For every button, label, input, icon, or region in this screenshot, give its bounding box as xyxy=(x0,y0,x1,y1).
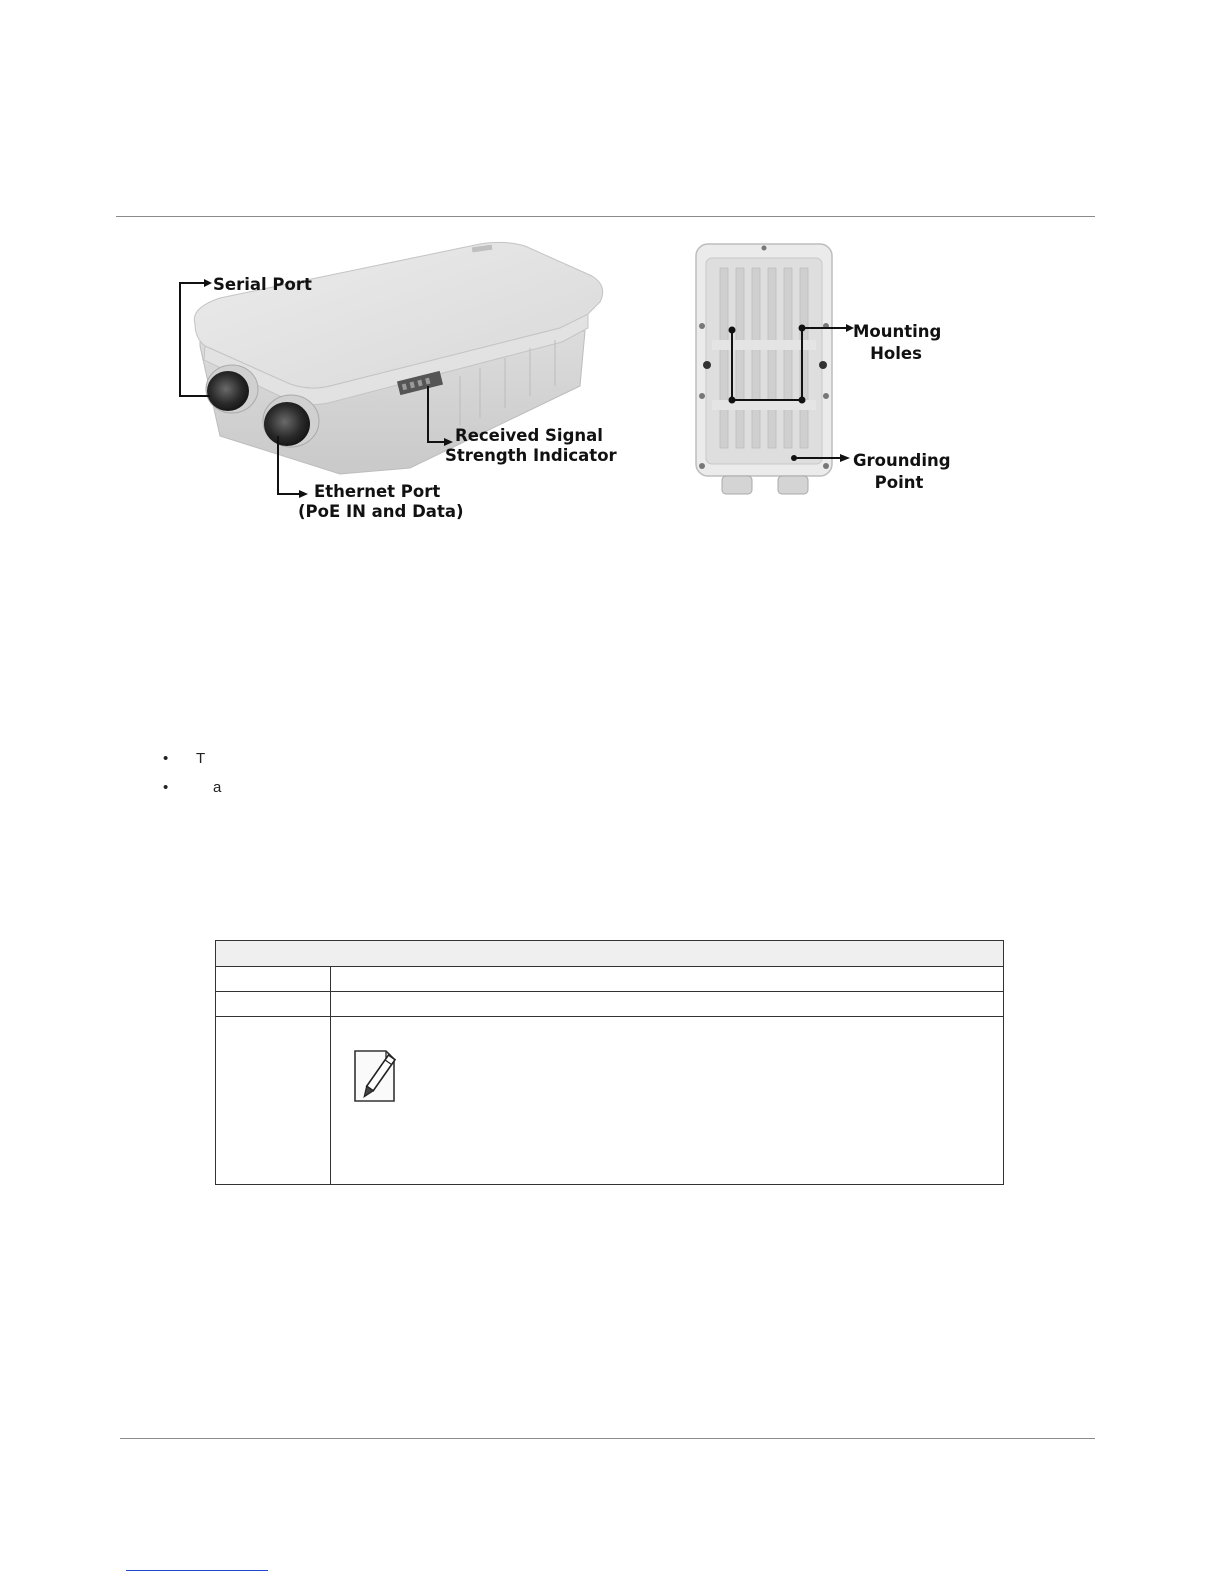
header-rule xyxy=(116,216,1095,217)
table-column-divider xyxy=(330,967,331,1184)
strength-indicator-label: Strength Indicator xyxy=(445,446,617,465)
bullet-marker: • xyxy=(163,750,169,767)
note-pencil-icon xyxy=(352,1045,402,1103)
list-item-text: a xyxy=(213,779,222,796)
ethernet-port-label: Ethernet Port xyxy=(314,482,441,501)
ethernet-port-gland xyxy=(263,395,319,447)
received-signal-label: Received Signal xyxy=(455,426,603,445)
serial-port-label: Serial Port xyxy=(213,275,312,294)
footer-link-underline[interactable] xyxy=(126,1570,268,1571)
serial-port-gland xyxy=(206,365,258,413)
list-item xyxy=(163,779,243,799)
table-row xyxy=(216,1017,1003,1186)
bullet-marker: • xyxy=(163,779,169,796)
table-header-row xyxy=(216,941,1003,967)
mounting-label: Mounting xyxy=(853,322,942,341)
table-row xyxy=(216,967,1003,992)
grounding-label: Grounding xyxy=(853,451,951,470)
spec-table xyxy=(215,940,1004,1185)
point-label: Point xyxy=(874,473,924,492)
list-item xyxy=(163,750,243,770)
poe-in-label: (PoE IN and Data) xyxy=(298,502,464,521)
footer-rule xyxy=(120,1438,1095,1439)
table-row xyxy=(216,992,1003,1017)
list-item-text: T xyxy=(196,750,206,767)
holes-label: Holes xyxy=(870,344,922,363)
